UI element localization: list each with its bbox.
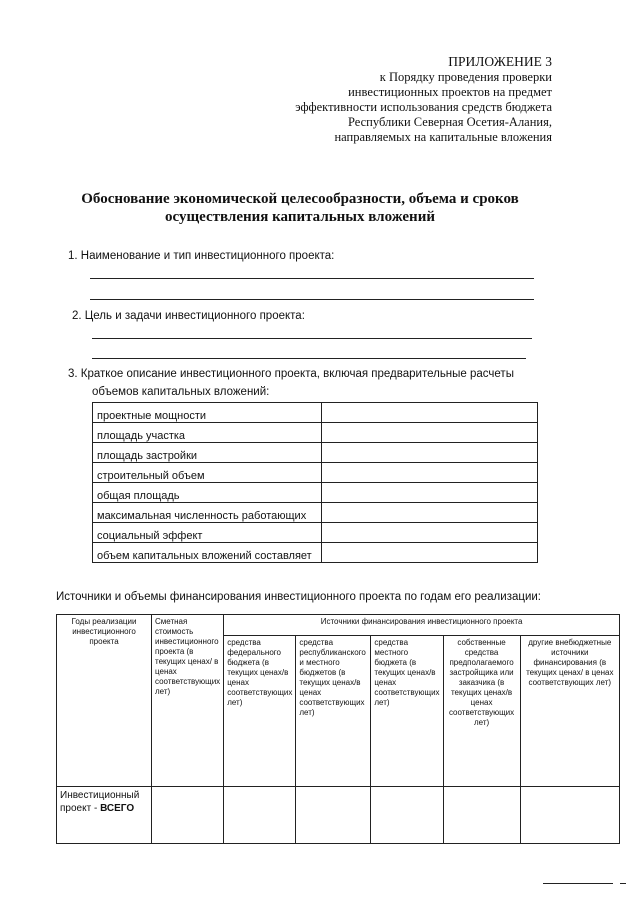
source-federal-header: средства федерального бюджета (в текущих ценах/в ценах соответствующих лет) — [224, 636, 296, 787]
source-other-header: другие внебюджетные источники финансирования (в текущих ценах/ в ценах соответствующих лет) — [520, 636, 619, 787]
source-own-header: собственные средства предполагаемого застройщика или заказчика (в текущих ценах/в ценах соответствующих лет) — [443, 636, 520, 787]
param-label: объем капитальных вложений составляет — [93, 543, 322, 563]
total-federal-cell[interactable] — [224, 787, 296, 844]
source-republic-header: средства республиканского и местного бюджетов (в текущих ценах/в ценах соответствующих лет) — [296, 636, 371, 787]
param-value-cell[interactable] — [322, 483, 538, 503]
table-header-row — [57, 615, 620, 636]
item-project-description-cont: объемов капитальных вложений: — [92, 386, 270, 398]
param-value-cell[interactable] — [322, 443, 538, 463]
param-value-cell[interactable] — [322, 503, 538, 523]
sources-header: Источники финансирования инвестиционного проекта — [224, 615, 620, 636]
financing-caption: Источники и объемы финансирования инвестиционного проекта по годам его реализации: — [56, 591, 541, 603]
fill-line[interactable] — [92, 358, 526, 359]
col-cost-header: Сметная стоимость инвестиционного проекта (в текущих ценах/ в ценах соответствующих лет) — [152, 615, 224, 787]
params-table — [92, 402, 538, 563]
appendix-block — [292, 54, 552, 145]
col-years-header: Годы реализации инвестиционного проекта — [57, 615, 152, 787]
param-label: максимальная численность работающих — [93, 503, 322, 523]
fill-line[interactable] — [92, 338, 532, 339]
document-title: Обоснование экономической целесообразности, объема и сроков осуществления капитальных вложений — [81, 191, 519, 225]
footer-dash — [620, 883, 626, 884]
total-label-cell — [57, 787, 152, 844]
table-row — [93, 443, 538, 463]
item-project-name: 1. Наименование и тип инвестиционного проекта: — [68, 250, 335, 262]
param-label: строительный объем — [93, 463, 322, 483]
table-row-total — [57, 787, 620, 844]
param-label: площадь застройки — [93, 443, 322, 463]
param-label: социальный эффект — [93, 523, 322, 543]
fill-line[interactable] — [90, 278, 534, 279]
table-row — [93, 523, 538, 543]
financing-table — [56, 614, 620, 844]
param-label: площадь участка — [93, 423, 322, 443]
total-republic-cell[interactable] — [296, 787, 371, 844]
item-project-description: 3. Краткое описание инвестиционного проекта, включая предварительные расчеты — [68, 368, 514, 380]
fill-line[interactable] — [90, 299, 534, 300]
param-label: общая площадь — [93, 483, 322, 503]
param-value-cell[interactable] — [322, 403, 538, 423]
table-row — [93, 483, 538, 503]
param-value-cell[interactable] — [322, 463, 538, 483]
table-row — [93, 423, 538, 443]
total-cost-cell[interactable] — [152, 787, 224, 844]
appendix-heading: ПРИЛОЖЕНИЕ 3 — [448, 54, 552, 69]
item-project-goal: 2. Цель и задачи инвестиционного проекта: — [72, 310, 305, 322]
param-value-cell[interactable] — [322, 543, 538, 563]
total-label: Инвестиционный проект - — [60, 790, 140, 814]
table-row — [93, 503, 538, 523]
table-row — [93, 403, 538, 423]
param-value-cell[interactable] — [322, 523, 538, 543]
appendix-text: к Порядку проведения проверки инвестиционных проектов на предмет эффективности использования средств бюджета Республики Северная Осетия-Алания, направляемых на капитальные вложения — [295, 70, 552, 144]
source-local-header: средства местного бюджета (в текущих ценах/в ценах соответствующих лет) — [371, 636, 443, 787]
footer-divider — [543, 883, 613, 884]
total-local-cell[interactable] — [371, 787, 443, 844]
total-label-bold: ВСЕГО — [100, 803, 135, 814]
total-own-cell[interactable] — [443, 787, 520, 844]
table-row — [93, 463, 538, 483]
table-row — [93, 543, 538, 563]
total-other-cell[interactable] — [520, 787, 619, 844]
param-value-cell[interactable] — [322, 423, 538, 443]
param-label: проектные мощности — [93, 403, 322, 423]
